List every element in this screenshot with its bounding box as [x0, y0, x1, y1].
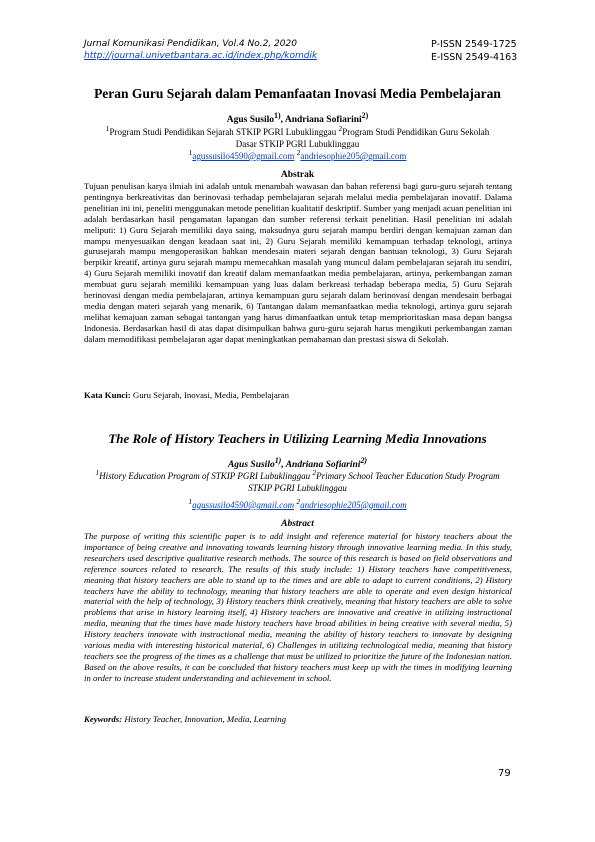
paper-title-id: Peran Guru Sejarah dalam Pemanfaatan Inovasi Media Pembelajaran — [94, 86, 501, 101]
author-2-marker-en: 2) — [360, 456, 368, 465]
affiliation-2: Program Studi Pendidikan Guru Sekolah Dasar STKIP PGRI Lubuklinggau — [235, 127, 490, 149]
author-1-marker: 1) — [274, 111, 281, 120]
affiliation-2-en: Primary School Teacher Education Study Program STKIP PGRI Lubuklinggau — [248, 471, 500, 493]
affiliations-en — [95, 467, 500, 494]
author-2-marker: 2) — [361, 111, 369, 120]
abstract-heading-en: Abstract — [281, 519, 314, 529]
issn-block — [431, 38, 517, 64]
paper-title-en: The Role of History Teachers in Utilizing Learning Media Innovations — [108, 431, 487, 446]
electronic-issn: E-ISSN 2549-4163 — [431, 52, 518, 63]
email-2-link[interactable]: andriesophie205@gmail.com — [300, 151, 407, 161]
author-separator-en: , — [281, 460, 286, 471]
affiliations-id — [100, 123, 495, 150]
journal-name: Jurnal Komunikasi Pendidikan, Vol.4 No.2, 2020 — [84, 39, 297, 49]
email-2-marker-en: 2 — [296, 497, 301, 506]
author-2: Andriana Sofiarini — [284, 115, 362, 126]
keywords-label-id: Kata Kunci: — [84, 390, 131, 400]
keywords-id — [84, 390, 512, 400]
print-issn: P-ISSN 2549-1725 — [431, 39, 517, 50]
email-2-link-en[interactable]: andriesophie205@gmail.com — [300, 500, 407, 510]
page-number: 79 — [498, 768, 511, 779]
author-1-en: Agus Susilo — [227, 460, 275, 471]
affil-1-marker-en: 1 — [95, 468, 100, 477]
email-1-marker: 1 — [188, 148, 193, 157]
keywords-value-id: Guru Sejarah, Inovasi, Media, Pembelajaran — [130, 390, 289, 400]
email-2-marker: 2 — [296, 148, 301, 157]
keywords-value-en: History Teacher, Innovation, Media, Learning — [122, 714, 286, 724]
author-2-en: Andriana Sofiarini — [285, 460, 361, 471]
emails-en — [80, 497, 515, 510]
affil-2-marker: 2 — [338, 124, 343, 133]
abstract-heading-id: Abstrak — [280, 170, 315, 180]
affil-1-marker: 1 — [105, 124, 110, 133]
email-1-link-en[interactable]: agussusilo4590@gmail.com — [192, 500, 295, 510]
author-1: Agus Susilo — [226, 115, 275, 126]
email-1-link[interactable]: agussusilo4590@gmail.com — [192, 151, 295, 161]
abstract-body-id: Tujuan penulisan karya ilmiah ini adalah untuk menambah wawasan dan bahan referensi bagi guru-guru sejarah tentang pentingnya berkreativitas dan berinovasi terhadap pembelajaran sejarah melalui media pembelajaran inovatif. Dalama penelitian ini ini, peneliti menggunakan metode penelitian kualitatif deskriptif. Sumber yang menjadi acuan penelitian ini adalah berdasarkan hasil pengamatan lapangan dan sumber referensi terkait penelitian. Hasil penelitian ini adalah meliputi: 1) Guru Sejarah memiliki daya saing, maksudnya guru sejarah mampu berdiri dengan kemajuan zaman dan mampu menyesuaikan dengan keadaan saat ini, 2) Guru Sejarah memiliki kemampuan terhadap teknologi, artinya gurusejarah mampu mengoperasikan bahkan mendesain materi sejarah dengan bantuan teknologi, 3) Guru Sejarah berpikir kreatif, artinya guru sejarah mampu memecahkan masalah yang muncul dalam pembelajaran sejarah itu sendiri, 4) Guru Sejarah memiliki inovatif dan kreatif dalam memanfaatkan media pembelajaran, artinya, perkembangan zaman membuat guru sejarah memiliki kemampuan yang luas dalam berkreasi terhadap beberapa media, 5) Guru Sejarah berinovasi dengan media pembelajaran, artinya kemampuan guru sejarah dalam berinovasi dengan mendesain berbagai media dengan materi sejarah yang menarik, 6) Tantangan dalam memanfaatkan media teknologi, artinya guru sejarah melihat kemajuan zaman sebagai tantangan yang harus dimanfaatkan untuk tetap memprioritaskan masa depan bangsa Indonesia. Berdasarkan hasil di atas dapat disimpulkan bahwa guru-guru sejarah harus mengikuti perkembangan zaman dalam memodifikasi pembelajaran agar dapat meningkatkan pemahaman dan prestasi siswa di Sekolah. — [84, 181, 512, 344]
journal-header — [84, 38, 317, 62]
email-1-marker-en: 1 — [188, 497, 193, 506]
author-1-marker-en: 1) — [274, 456, 282, 465]
affiliation-1: Program Studi Pendidikan Sejarah STKIP PGRI Lubuklinggau — [109, 127, 339, 137]
emails-id — [80, 148, 515, 161]
journal-url-link[interactable]: http://journal.univetbantara.ac.id/index.php/komdik — [84, 51, 318, 61]
keywords-en — [84, 714, 512, 724]
keywords-label-en: Keywords: — [84, 714, 123, 724]
abstract-body-en: The purpose of writing this scientific paper is to add insight and reference material for history teachers about the importance of being creative and innovating towards learning history through innovative learning media. In this study, researchers used descriptive qualitative research methods. The source of this research is based on field observations and reference sources related to research. The results of this study include: 1) History teachers have competitiveness, meaning that history teachers are able to stand up to the times and are able to adapt to current conditions, 2) History teachers have the ability to technology, meaning that history teachers are able to operate and even design historical material with the help of technology, 3) History teachers think creatively, meaning that history teachers are able to solve problems that arise in history learning itself, 4) History teachers are innovative and creative in utilizing instructional media, meaning that the times have made history teachers have broad abilities in being creative with several media, 5) History teachers innovate with instructional media, meaning the ability of history teachers to innovate by designing various media with interesting historical material, 6) Challenges in utilizing technological media, meaning that history teachers see the progress of the times as a challenge that must be utilized to prioritize the future of the Indonesian nation. Based on the above results, it can be concluded that history teachers must keep up with the times in modifying learning in order to increase student understanding and achievement in school. — [84, 531, 512, 683]
affiliation-1-en: History Education Program of STKIP PGRI Lubuklinggau — [99, 471, 313, 481]
author-separator: , — [280, 115, 285, 126]
affil-2-marker-en: 2 — [312, 468, 317, 477]
